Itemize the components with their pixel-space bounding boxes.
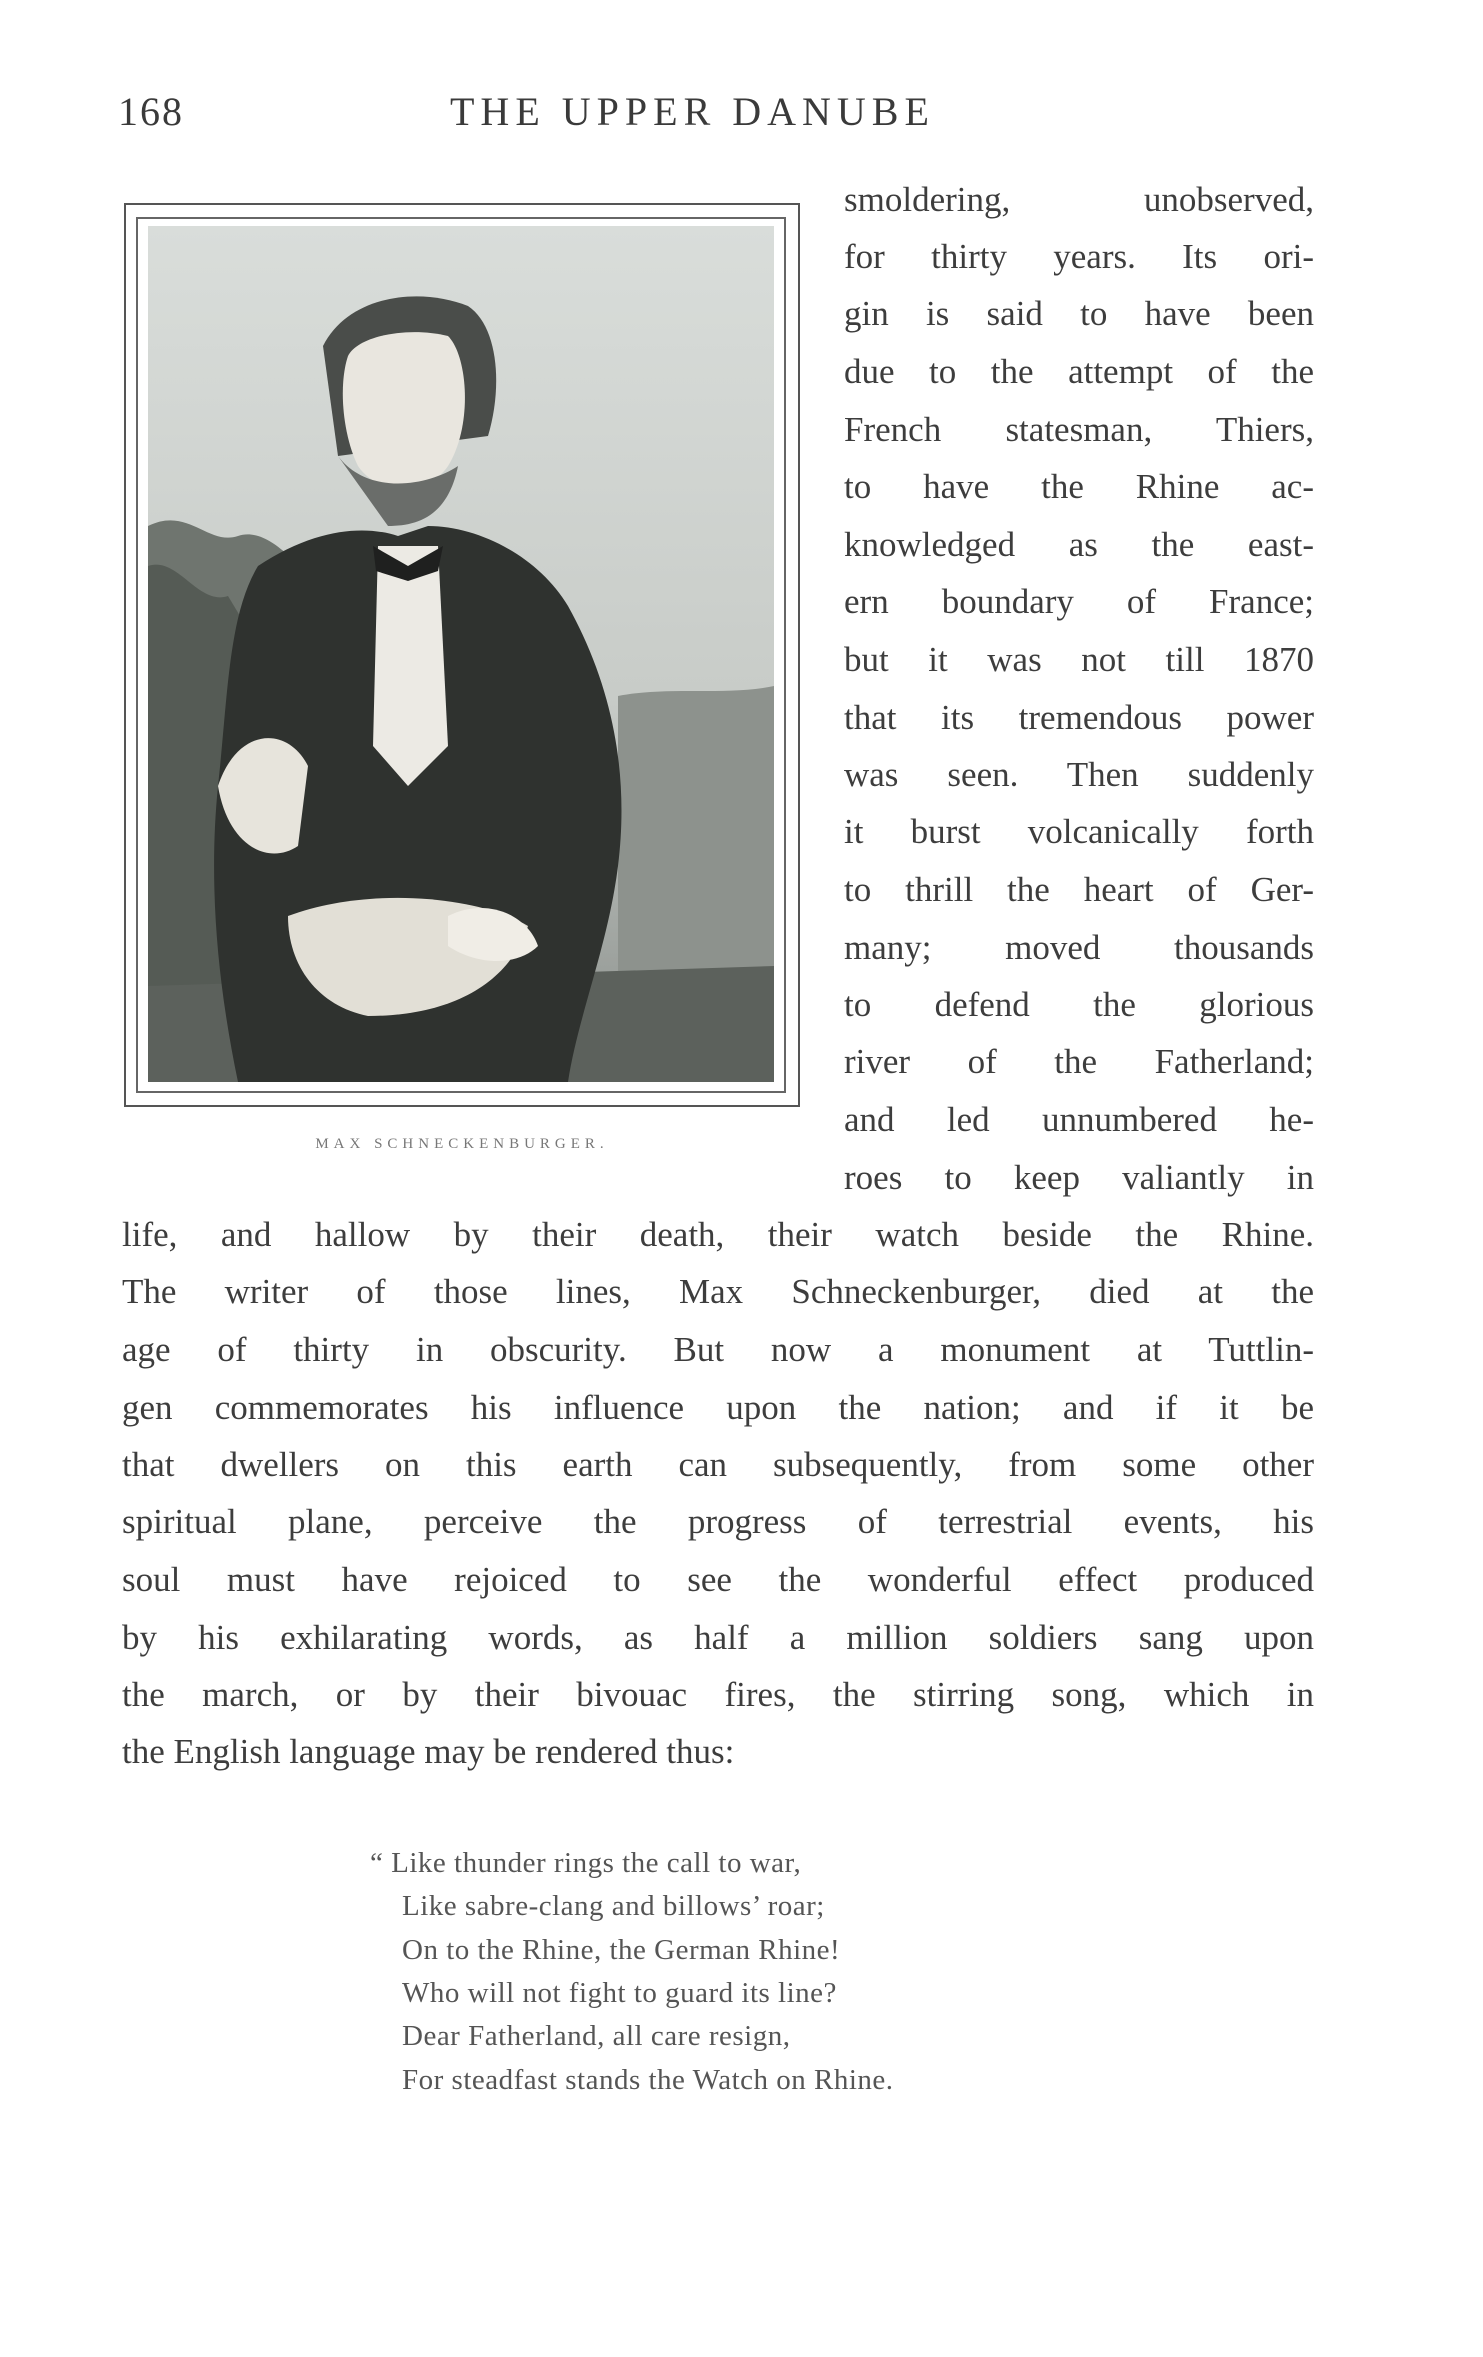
text-line: The writer of those lines, Max Schneckenburger, died at the (122, 1272, 1314, 1311)
text-line: French statesman, Thiers, (844, 410, 1314, 449)
text-line: age of thirty in obscurity. But now a monument at Tuttlin- (122, 1330, 1314, 1369)
text-line: smoldering, unobserved, (844, 180, 1314, 219)
text-line: by his exhilarating words, as half a million soldiers sang upon (122, 1618, 1314, 1657)
text-line: that its tremendous power (844, 698, 1314, 737)
text-line: spiritual plane, perceive the progress of terrestrial events, his (122, 1502, 1314, 1541)
text-line: many; moved thousands (844, 928, 1314, 967)
text-line: but it was not till 1870 (844, 640, 1314, 679)
text-line: ern boundary of France; (844, 582, 1314, 621)
verse-line: For steadfast stands the Watch on Rhine. (402, 2064, 894, 2096)
running-title: THE UPPER DANUBE (450, 89, 935, 134)
plate-caption: MAX SCHNECKENBURGER. (315, 1136, 609, 1152)
verse-line: Who will not fight to guard its line? (402, 1977, 837, 2009)
text-line: it burst volcanically forth (844, 812, 1314, 851)
page-header (0, 88, 1483, 148)
text-line: gen commemorates his influence upon the nation; and if it be (122, 1388, 1314, 1427)
text-line: and led unnumbered he- (844, 1100, 1314, 1139)
text-line: gin is said to have been (844, 294, 1314, 333)
page-number: 168 (118, 89, 184, 134)
portrait-illustration (148, 226, 774, 1082)
verse-line: Like sabre-clang and billows’ roar; (402, 1890, 825, 1922)
text-line: was seen. Then suddenly (844, 755, 1314, 794)
text-line: to defend the glorious (844, 985, 1314, 1024)
text-line: due to the attempt of the (844, 352, 1314, 391)
text-line: the English language may be rendered thus: (122, 1732, 735, 1771)
text-line: to have the Rhine ac- (844, 467, 1314, 506)
verse-line: Dear Fatherland, all care resign, (402, 2020, 791, 2052)
verse-line: On to the Rhine, the German Rhine! (402, 1934, 841, 1966)
text-line: that dwellers on this earth can subsequently, from some other (122, 1445, 1314, 1484)
text-line: river of the Fatherland; (844, 1042, 1314, 1081)
text-line: roes to keep valiantly in (844, 1158, 1314, 1197)
text-line: for thirty years. Its ori- (844, 237, 1314, 276)
text-line: life, and hallow by their death, their watch beside the Rhine. (122, 1215, 1314, 1254)
text-line: soul must have rejoiced to see the wonderful effect produced (122, 1560, 1314, 1599)
text-line: the march, or by their bivouac fires, the stirring song, which in (122, 1675, 1314, 1714)
text-line: knowledged as the east- (844, 525, 1314, 564)
verse-line: “ Like thunder rings the call to war, (370, 1847, 802, 1879)
text-line: to thrill the heart of Ger- (844, 870, 1314, 909)
